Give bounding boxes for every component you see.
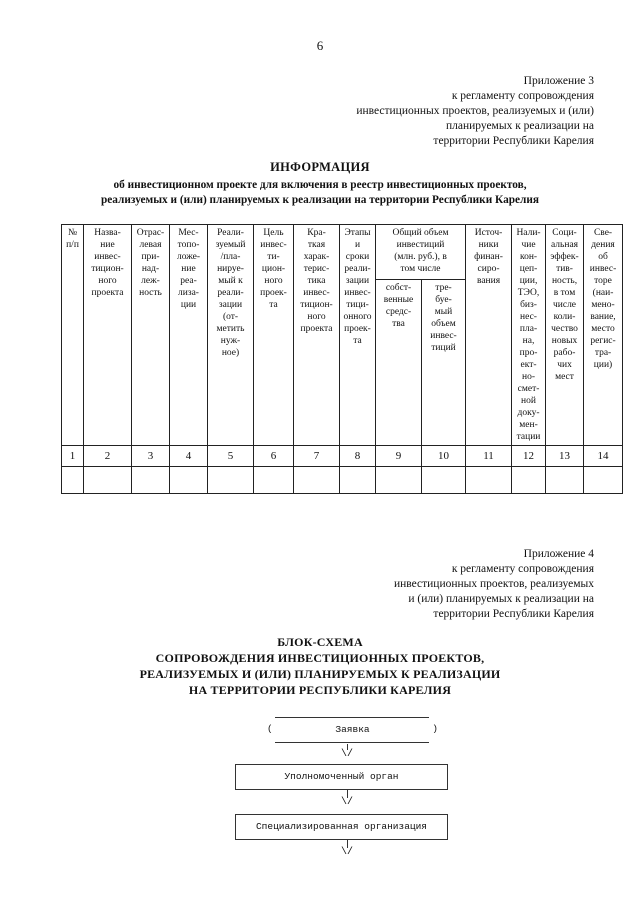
investment-info-table [61,224,623,494]
column-number: 14 [584,446,623,467]
annex-3-line: планируемых к реализации на [445,120,594,132]
column-number: 8 [340,446,376,467]
empty-cell [340,467,376,494]
start-node [265,716,440,746]
header-cell: Этапы и сроки реали- зации инвес- тици- онного проек- та [340,225,376,446]
empty-cell [62,467,84,494]
empty-cell [376,467,422,494]
arrow-down-icon [332,790,362,807]
page-number: 6 [316,38,324,53]
column-number: 6 [254,446,294,467]
column-number: 3 [132,446,170,467]
start-node-top-line [275,717,429,718]
annex-4-line: Приложение 4 [523,548,594,560]
annex-4-block [394,547,594,622]
header-cell: Отрас- левая при- над- леж- ность [132,225,170,446]
column-number: 10 [422,446,466,467]
annex-4-line: инвестиционных проектов, реализуемых [393,578,594,590]
start-node-right-paren: ) [432,723,438,734]
table-empty-row [62,467,623,494]
column-number: 11 [466,446,512,467]
header-cell: Све- дения об инвес- торе (наи- мено- вание, место регис- тра- ции) [584,225,623,446]
column-number: 7 [294,446,340,467]
header-cell: Цель инвес- ти- цион- ного проек- та [254,225,294,446]
annex-3-line: Приложение 3 [523,75,594,87]
annex-3-line: к регламенту сопровождения [451,90,594,102]
empty-cell [170,467,208,494]
start-node-bottom-line [275,742,429,743]
start-node-label: Заявка [335,724,370,735]
column-number: 2 [84,446,132,467]
column-number: 1 [62,446,84,467]
flowchart-title-line: НА ТЕРРИТОРИИ РЕСПУБЛИКИ КАРЕЛИЯ [188,683,452,697]
info-title-block [40,160,600,208]
header-cell: Мес- топо- ложе- ние реа- лиза- ции [170,225,208,446]
subheader-cell: тре- буе- мый объем инвес- тиций [422,280,466,446]
header-cell: Соци- альная эффек- тив- ность, в том числе коли- чество новых рабо- чих мест [546,225,584,446]
annex-3-line: инвестиционных проектов, реализуемых и (или) [356,105,594,117]
header-cell: № п/п [62,225,84,446]
annex-4-line: и (или) планируемых к реализации на [408,593,594,605]
column-number: 5 [208,446,254,467]
subheader-cell: собст- венные средс- тва [376,280,422,446]
arrow-down-icon [332,744,362,759]
annex-4-line: к регламенту сопровождения [451,563,594,575]
header-cell: Реали- зуемый /пла- нируе- мый к реали- зации (от- метить нуж- ное) [208,225,254,446]
annex-3-line: территории Республики Карелия [433,135,594,147]
empty-cell [132,467,170,494]
arrow-head: \/ [340,797,353,808]
table-header-row [62,225,623,280]
flowchart-title-line: СОПРОВОЖДЕНИЯ ИНВЕСТИЦИОННЫХ ПРОЕКТОВ, [155,651,485,665]
info-subtitle-line: об инвестиционном проекте для включения в реестр инвестиционных проектов, [113,179,527,191]
arrow-head: \/ [340,847,353,858]
flowchart-title-line: БЛОК-СХЕМА [277,635,363,649]
flow-step-authorized-body: Уполномоченный орган [235,764,448,790]
flowchart [0,710,640,905]
column-number: 4 [170,446,208,467]
header-cell: Назва- ние инвес- тицион- ного проекта [84,225,132,446]
column-number: 9 [376,446,422,467]
column-number: 13 [546,446,584,467]
annex-4-line: территории Республики Карелия [433,608,594,620]
empty-cell [584,467,623,494]
column-number: 12 [512,446,546,467]
empty-cell [294,467,340,494]
empty-cell [422,467,466,494]
start-node-left-paren: ( [267,723,273,734]
empty-cell [512,467,546,494]
flowchart-title-line: РЕАЛИЗУЕМЫХ И (ИЛИ) ПЛАНИРУЕМЫХ К РЕАЛИЗАЦИИ [139,667,501,681]
empty-cell [466,467,512,494]
header-cell: Кра- ткая харак- терис- тика инвес- тицион- ного проекта [294,225,340,446]
empty-cell [84,467,132,494]
flowchart-title-block [40,634,600,698]
empty-cell [208,467,254,494]
header-cell: Нали- чие кон- цеп- ции, ТЭО, биз- нес- пла- на, про- ект- но- смет- ной доку- мен- тации [512,225,546,446]
header-cell: Общий объем инвестиций (млн. руб.), в том числе [376,225,466,280]
info-subtitle-line: реализуемых и (или) планируемых к реализации на территории Республики Карелия [101,194,539,206]
table-number-row [62,446,623,467]
header-cell: Источ- ники финан- сиро- вания [466,225,512,446]
annex-3-block [356,74,594,149]
flow-step-specialized-org: Специализированная организация [235,814,448,840]
arrow-head: \/ [340,749,353,760]
empty-cell [546,467,584,494]
arrow-down-icon [332,840,362,857]
empty-cell [254,467,294,494]
info-heading: ИНФОРМАЦИЯ [270,160,370,174]
